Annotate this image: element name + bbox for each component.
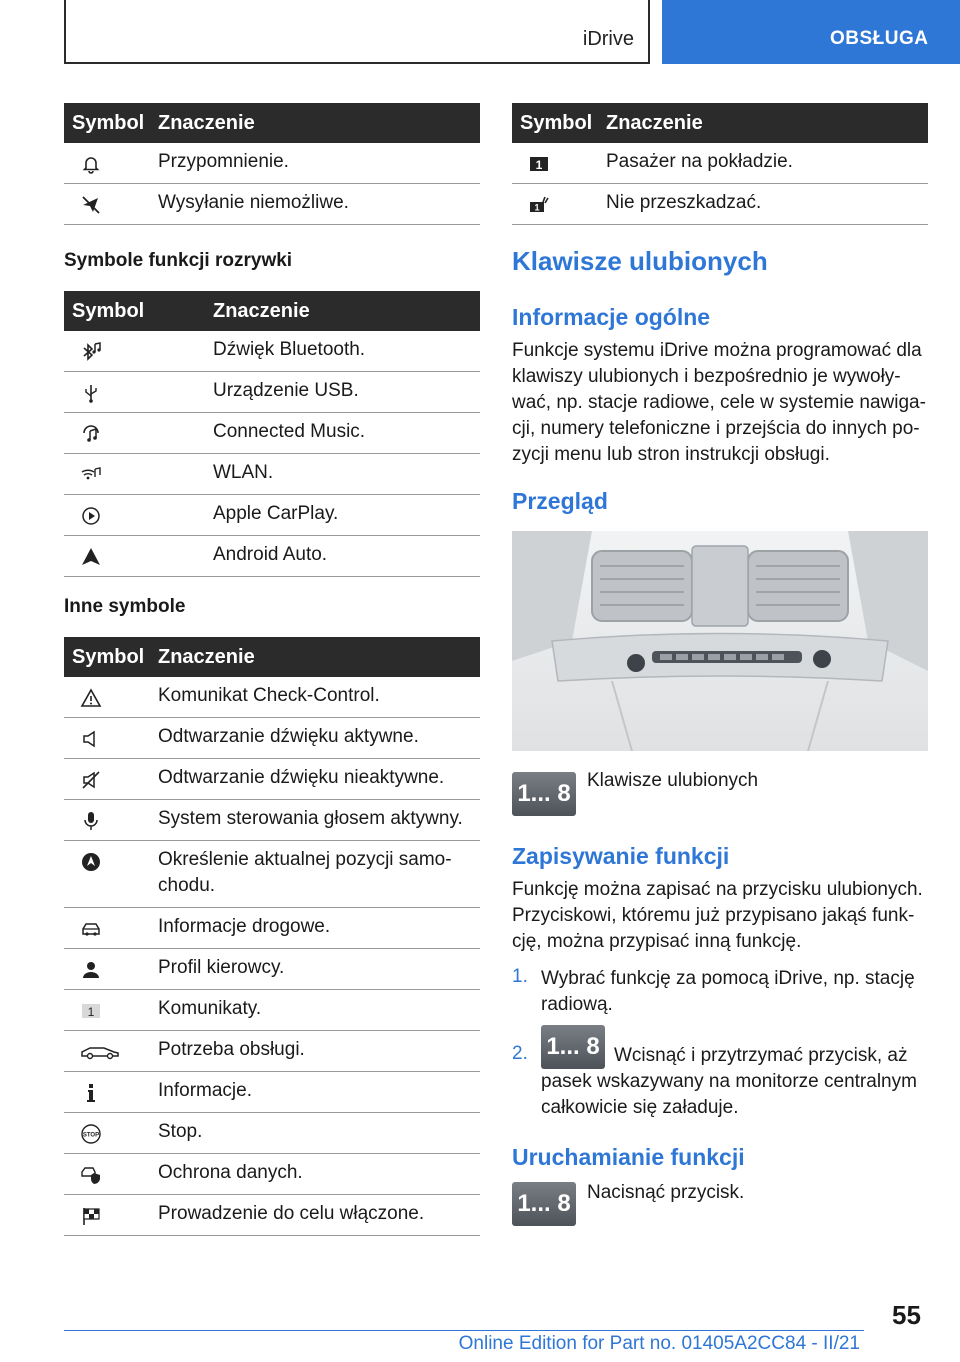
run-function-title: Uruchamianie funkcji bbox=[512, 1144, 745, 1170]
row-text: Apple CarPlay. bbox=[213, 503, 339, 524]
footer-edition: Online Edition for Part no. 01405A2CC84 - II/21 bbox=[458, 1333, 860, 1354]
row-text: Android Auto. bbox=[213, 544, 328, 565]
warning-triangle-icon bbox=[80, 687, 102, 709]
row-text-line1: Określenie aktualnej pozycji samo- bbox=[158, 849, 452, 870]
table-row bbox=[64, 718, 480, 759]
table-passenger bbox=[512, 103, 928, 225]
table-row bbox=[64, 184, 480, 225]
text-line: całkowicie się załaduje. bbox=[541, 1097, 739, 1118]
col-meaning-header: Znaczenie bbox=[606, 111, 703, 134]
save-function-title: Zapisywanie funkcji bbox=[512, 843, 730, 869]
bell-icon bbox=[80, 153, 102, 175]
row-text: Profil kierowcy. bbox=[158, 957, 285, 978]
speaker-icon bbox=[80, 728, 102, 750]
svg-text:STOP: STOP bbox=[82, 1132, 100, 1139]
col-meaning-header: Znaczenie bbox=[158, 645, 255, 668]
text-line: klawiszy ulubionych i bezpośrednio je wywoły- bbox=[512, 366, 901, 387]
row-text: WLAN. bbox=[213, 462, 274, 483]
table-header bbox=[64, 291, 480, 331]
android-auto-icon bbox=[80, 546, 102, 568]
text-line: Przyciskowi, któremu już przypisano jakąś funk- bbox=[512, 905, 915, 926]
svg-text:1: 1 bbox=[87, 1005, 95, 1019]
footer-divider bbox=[64, 1330, 864, 1331]
driver-profile-icon bbox=[80, 959, 102, 981]
table-row bbox=[64, 1072, 480, 1113]
step-text bbox=[541, 966, 928, 1018]
do-not-disturb-icon bbox=[528, 194, 550, 216]
text-line: Funkcje systemu iDrive można programować dla bbox=[512, 340, 922, 361]
step-text-line1: Wcisnąć i przytrzymać przycisk, aż bbox=[614, 1045, 908, 1066]
table-row bbox=[64, 536, 480, 577]
row-text: Connected Music. bbox=[213, 421, 366, 442]
table-row bbox=[64, 372, 480, 413]
destination-flag-icon bbox=[80, 1205, 102, 1227]
text-line: pasek wskazywany na monitorze centralnym bbox=[541, 1071, 917, 1092]
row-text: Informacje. bbox=[158, 1080, 252, 1101]
table-row bbox=[64, 1113, 480, 1154]
text-line: cję, można przypisać inną funkcję. bbox=[512, 931, 802, 952]
col-symbol-header: Symbol bbox=[520, 111, 593, 134]
page-number: 55 bbox=[892, 1300, 921, 1330]
header-chapter-tab: OBSŁUGA bbox=[662, 0, 960, 64]
table-header bbox=[512, 103, 928, 143]
table-row bbox=[64, 413, 480, 454]
row-text: Prowadzenie do celu włączone. bbox=[158, 1203, 425, 1224]
run-function-text: Nacisnąć przycisk. bbox=[587, 1182, 745, 1203]
general-info-text bbox=[512, 338, 928, 468]
table-entertainment bbox=[64, 291, 480, 577]
favorites-title: Klawisze ulubionych bbox=[512, 246, 768, 276]
row-text: Dźwięk Bluetooth. bbox=[213, 339, 366, 360]
favorite-keys-image: 1... 8 bbox=[512, 1182, 576, 1226]
row-text: Stop. bbox=[158, 1121, 203, 1142]
step-number: 2. bbox=[512, 1043, 528, 1064]
table-row bbox=[64, 1154, 480, 1195]
text-line: zycji menu lub stron instrukcji obsługi. bbox=[512, 444, 830, 465]
row-text: Nie przeszkadzać. bbox=[606, 192, 762, 213]
col-meaning-header: Znaczenie bbox=[213, 299, 310, 322]
table-row bbox=[512, 184, 928, 225]
service-car-icon bbox=[80, 1041, 120, 1063]
dashboard-photo bbox=[512, 531, 928, 751]
table-notifications bbox=[64, 103, 480, 225]
info-icon bbox=[80, 1082, 102, 1104]
row-text: Potrzeba obsługi. bbox=[158, 1039, 305, 1060]
table-other-symbols bbox=[64, 637, 480, 1236]
other-symbols-heading: Inne symbole bbox=[64, 596, 186, 617]
row-text: Urządzenie USB. bbox=[213, 380, 359, 401]
text-line: cji, numery telefoniczne i przejścia do innych po- bbox=[512, 418, 920, 439]
table-row bbox=[512, 143, 928, 184]
table-header bbox=[64, 637, 480, 677]
table-row bbox=[64, 990, 480, 1031]
favorite-keys-image: 1... 8 bbox=[541, 1025, 605, 1069]
favorite-keys-image: 1... 8 bbox=[512, 772, 576, 816]
text-line: Funkcję można zapisać na przycisku ulubionych. bbox=[512, 879, 923, 900]
position-icon bbox=[80, 851, 102, 873]
carplay-icon bbox=[80, 505, 102, 527]
save-function-text bbox=[512, 877, 928, 955]
send-disabled-icon bbox=[80, 194, 102, 216]
table-row bbox=[64, 759, 480, 800]
svg-text:1: 1 bbox=[534, 202, 540, 213]
table-row bbox=[64, 454, 480, 495]
row-text: Przypomnienie. bbox=[158, 151, 289, 172]
traffic-icon bbox=[80, 918, 102, 940]
row-text: Informacje drogowe. bbox=[158, 916, 331, 937]
connected-music-icon bbox=[80, 423, 102, 445]
message-count-icon bbox=[80, 1000, 102, 1022]
step-number: 1. bbox=[512, 966, 528, 987]
general-info-title: Informacje ogólne bbox=[512, 304, 711, 330]
row-text: Komunikaty. bbox=[158, 998, 262, 1019]
row-text: Komunikat Check-Control. bbox=[158, 685, 380, 706]
col-meaning-header: Znaczenie bbox=[158, 111, 255, 134]
row-text: Pasażer na pokładzie. bbox=[606, 151, 793, 172]
table-row bbox=[64, 908, 480, 949]
stop-icon bbox=[80, 1123, 102, 1145]
table-row bbox=[64, 677, 480, 718]
row-text: Wysyłanie niemożliwe. bbox=[158, 192, 349, 213]
col-symbol-header: Symbol bbox=[72, 111, 145, 134]
table-row bbox=[64, 1031, 480, 1072]
microphone-icon bbox=[80, 810, 102, 832]
row-text: Ochrona danych. bbox=[158, 1162, 303, 1183]
table-row bbox=[64, 1195, 480, 1236]
table-row bbox=[64, 949, 480, 990]
row-text: System sterowania głosem aktywny. bbox=[158, 808, 463, 829]
table-row bbox=[64, 841, 480, 908]
favorite-keys-caption: Klawisze ulubionych bbox=[587, 770, 759, 791]
row-text: Odtwarzanie dźwięku aktywne. bbox=[158, 726, 419, 747]
col-symbol-header: Symbol bbox=[72, 299, 145, 322]
data-protection-icon bbox=[80, 1164, 102, 1186]
text-line: radiową. bbox=[541, 994, 613, 1015]
table-header bbox=[64, 103, 480, 143]
table-row bbox=[64, 143, 480, 184]
row-text-line2: chodu. bbox=[158, 875, 216, 896]
table-row bbox=[64, 331, 480, 372]
table-row bbox=[64, 800, 480, 841]
col-symbol-header: Symbol bbox=[72, 645, 145, 668]
entertainment-symbols-heading: Symbole funkcji rozrywki bbox=[64, 250, 293, 271]
text-line: Wybrać funkcję za pomocą iDrive, np. stację bbox=[541, 968, 915, 989]
speaker-muted-icon bbox=[80, 769, 102, 791]
svg-text:1: 1 bbox=[535, 158, 543, 172]
bluetooth-audio-icon bbox=[80, 341, 102, 363]
wlan-audio-icon bbox=[80, 464, 102, 486]
step-text bbox=[541, 1069, 928, 1121]
row-text: Odtwarzanie dźwięku nieaktywne. bbox=[158, 767, 445, 788]
header-section-title: iDrive bbox=[582, 28, 634, 50]
passenger-icon bbox=[528, 153, 550, 175]
text-line: wać, np. stacje radiowe, cele w systemie nawiga- bbox=[512, 392, 926, 413]
usb-icon bbox=[80, 382, 102, 404]
table-row bbox=[64, 495, 480, 536]
overview-title: Przegląd bbox=[512, 488, 608, 514]
